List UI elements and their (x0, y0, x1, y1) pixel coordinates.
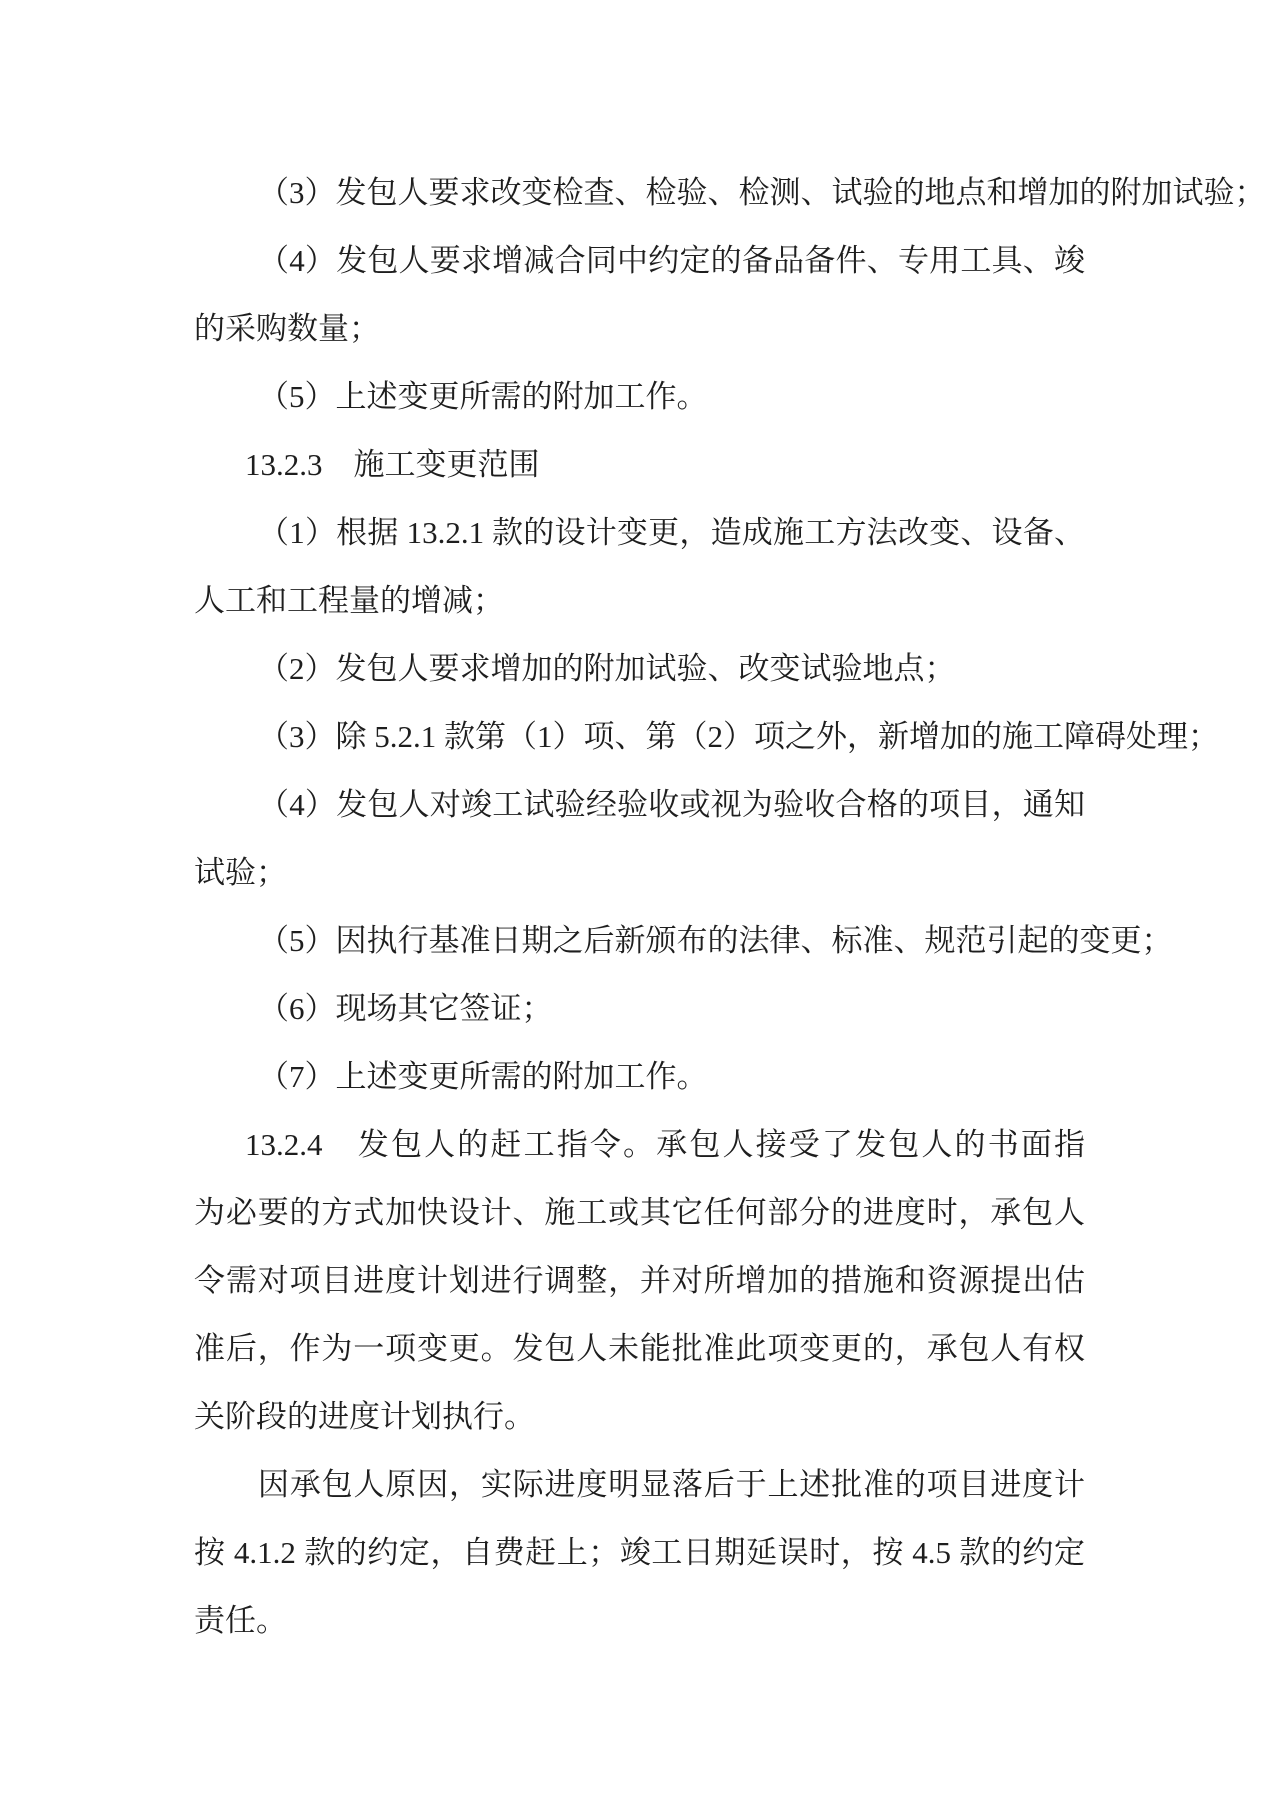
text-line: （4）发包人要求增减合同中约定的备品备件、专用工具、竣 (258, 243, 1085, 278)
text-line: （4）发包人对竣工试验经验收或视为验收合格的项目，通知 (258, 787, 1085, 822)
paragraph (194, 907, 1173, 975)
section-heading-paragraph (194, 1111, 1085, 1451)
paragraph (194, 703, 1219, 771)
text-line: （7）上述变更所需的附加工作。 (258, 1059, 708, 1094)
paragraph (194, 771, 1085, 907)
paragraph (194, 227, 1085, 363)
paragraph (194, 159, 1266, 227)
text-line: （3）发包人要求改变检查、检验、检测、试验的地点和增加的附加试验； (258, 175, 1266, 210)
text-line: （5）因执行基准日期之后新颁布的法律、标准、规范引起的变更； (258, 923, 1173, 958)
paragraph (194, 635, 1085, 703)
text-line: （3）除 5.2.1 款第（1）项、第（2）项之外，新增加的施工障碍处理； (258, 719, 1219, 754)
paragraph (194, 1451, 1085, 1655)
paragraph (194, 363, 1085, 431)
text-line: 责任。 (194, 1603, 287, 1638)
text-line: （2）发包人要求增加的附加试验、改变试验地点； (258, 651, 956, 686)
text-line: 因承包人原因，实际进度明显落后于上述批准的项目进度计 (258, 1467, 1085, 1502)
text-line: （6）现场其它签证； (258, 991, 553, 1026)
text-line: （5）上述变更所需的附加工作。 (258, 379, 708, 414)
document-page (194, 159, 1266, 1655)
text-line: 13.2.4 发包人的赶工指令。承包人接受了发包人的书面指 (245, 1127, 1085, 1162)
text-line: 的采购数量； (194, 311, 380, 346)
text-line: 令需对项目进度计划进行调整，并对所增加的措施和资源提出估 (194, 1263, 1085, 1298)
paragraph (194, 975, 1085, 1043)
text-line: 试验； (194, 855, 287, 890)
text-line: （1）根据 13.2.1 款的设计变更，造成施工方法改变、设备、 (258, 515, 1085, 550)
text-line: 关阶段的进度计划执行。 (194, 1399, 535, 1434)
section-heading-paragraph (194, 431, 1085, 499)
paragraph (194, 1043, 1085, 1111)
text-line: 13.2.3 施工变更范围 (245, 447, 540, 482)
paragraph (194, 499, 1085, 635)
text-line: 为必要的方式加快设计、施工或其它任何部分的进度时，承包人 (194, 1195, 1085, 1230)
text-line: 准后，作为一项变更。发包人未能批准此项变更的，承包人有权 (194, 1331, 1085, 1366)
text-line: 人工和工程量的增减； (194, 583, 504, 618)
text-line: 按 4.1.2 款的约定，自费赶上；竣工日期延误时，按 4.5 款的约定 (194, 1535, 1085, 1570)
